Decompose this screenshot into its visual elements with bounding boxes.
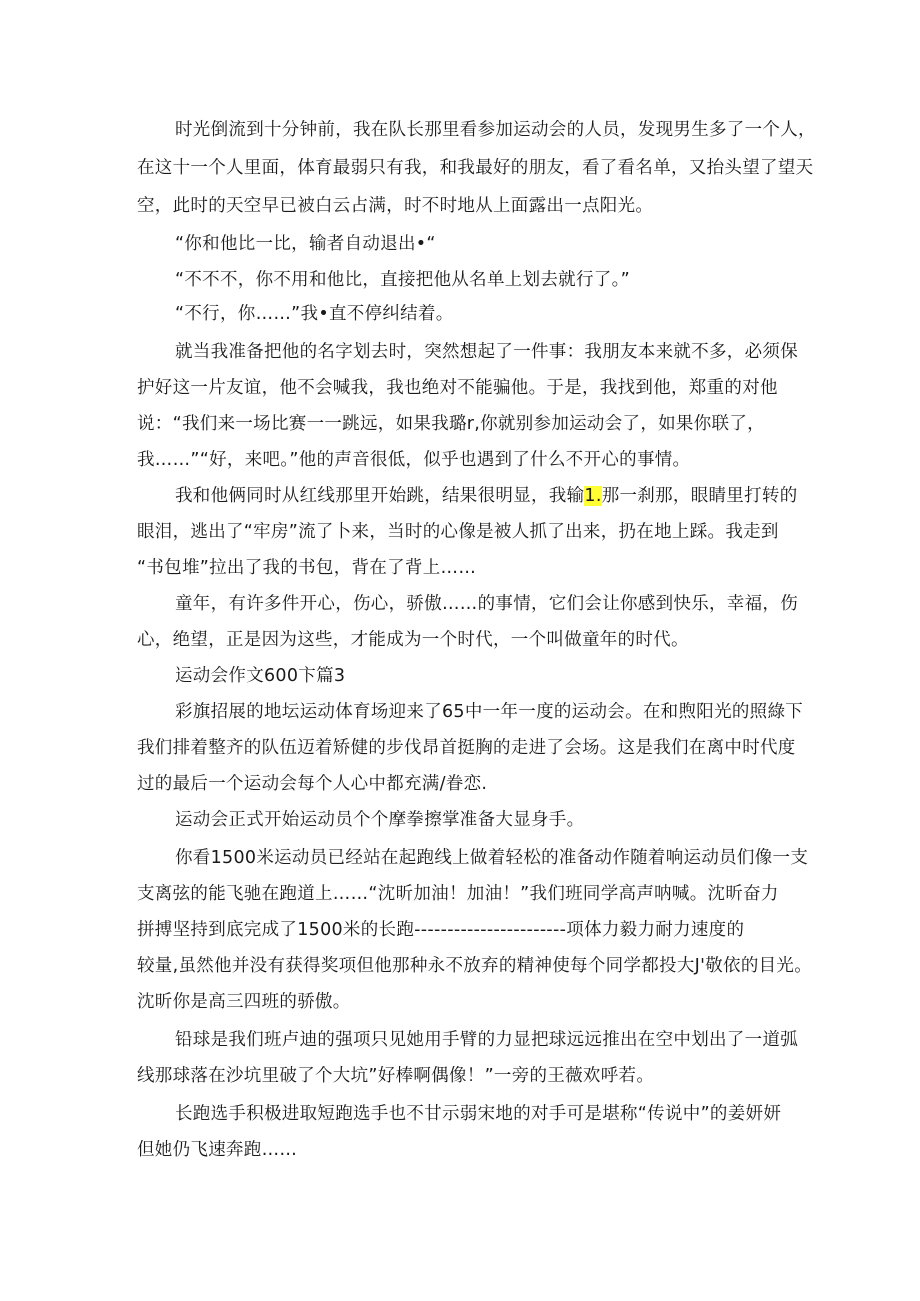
text-line: 彩旗招展的地坛运动体育场迎来了65中一年一度的运动会。在和煦阳光的照綠下 (175, 702, 804, 722)
text-line: 就当我准备把他的名字划去时，突然想起了一件事：我朋友本来就不多，必须保 (175, 342, 798, 362)
text-line: 心，绝望，正是因为这些，才能成为一个时代，一个叫做童年的时代。 (137, 630, 689, 650)
text-line: 线那球落在沙坑里破了个大坑”好棒啊偶像！”一旁的王薇欢呼若。 (137, 1066, 655, 1086)
highlighted-text-line (175, 484, 798, 508)
text-line: 空，此时的天空早已被白云占满，时不时地从上面露出一点阳光。 (137, 196, 654, 216)
text-line: 童年，有许多件开心，伤心，骄傲……的事情，它们会让你感到快乐，幸福，伤 (175, 594, 798, 614)
text-line: 运动会正式开始运动员个个摩拳擦掌准备大显身手。 (175, 810, 585, 830)
text-line: 沈昕你是高三四班的骄傲。 (137, 992, 351, 1012)
text-line: 眼泪，逃出了“牢房”流了卜来，当时的心像是被人抓了出来，扔在地上踩。我走到 (137, 522, 779, 542)
text-line: 我……”“好，来吧。”他的声音很低，似乎也遇到了什么不开心的事情。 (137, 450, 691, 470)
text-line: 护好这一片友谊，他不会喊我，我也绝对不能骗他。于是，我找到他，郑重的对他 (137, 378, 778, 398)
text-line: 过的最后一个运动会每个人心中都充满/眷恋. (137, 774, 488, 794)
text-line: 拼搏坚持到底完成了1500米的长跑-----------------------项体力毅力耐力速度的 (137, 920, 745, 940)
text-line: 我们排着整齐的队伍迈着矫健的步伐昂首挺胸的走进了会场。这是我们在离中时代度 (137, 738, 796, 758)
text-line: “你和他比一比，输者自动退出•“ (175, 234, 436, 254)
text-line: “书包堆”拉出了我的书包，背在了背上…… (137, 558, 477, 578)
text-line: 长跑选手积极进取短跑选手也不甘示弱宋地的对手可是堪称“传说中”的姜妍妍 (175, 1104, 782, 1124)
text-line: “不行，你……”我•直不停纠结着。 (175, 304, 454, 324)
text-line: 说：“我们来一场比赛一一跳远，如果我璐r,你就别参加运动会了，如果你联了， (137, 414, 765, 434)
text-line: 支离弦的能飞驰在跑道上……“沈昕加油！加油！”我们班同学高声呐喊。沈昕奋力 (137, 884, 779, 904)
section-heading: 运动会作文600卞篇3 (175, 666, 346, 686)
text-line: 在这十一个人里面，体育最弱只有我，和我最好的朋友，看了看名单，又抬头望了望天 (137, 158, 814, 178)
text-line: 铅球是我们班卢迪的强项只见她用手臂的力显把球远远推出在空中划出了一道弧 (175, 1030, 798, 1050)
text-segment: 那一刹那，眼睛里打转的 (601, 486, 798, 506)
text-line: 时光倒流到十分钟前，我在队长那里看参加运动会的人员，发现男生多了一个人， (175, 120, 816, 140)
text-line: 较量,虽然他并没有获得奖项但他那种永不放弃的精神使每个同学都投大J'敬依的目光。 (137, 956, 813, 976)
text-segment: 我和他俩同时从红线那里开始跳，结果很明显，我输 (175, 486, 585, 506)
text-line: 但她仍飞速奔跑…… (137, 1140, 298, 1160)
highlighted-text: 1. (584, 486, 602, 506)
text-line: 你看1500米运动员已经站在起跑线上做着轻松的准备动作随着响运动员们像一支 (175, 848, 809, 868)
text-line: “不不不，你不用和他比，直接把他从名单上划去就行了。” (175, 270, 630, 290)
